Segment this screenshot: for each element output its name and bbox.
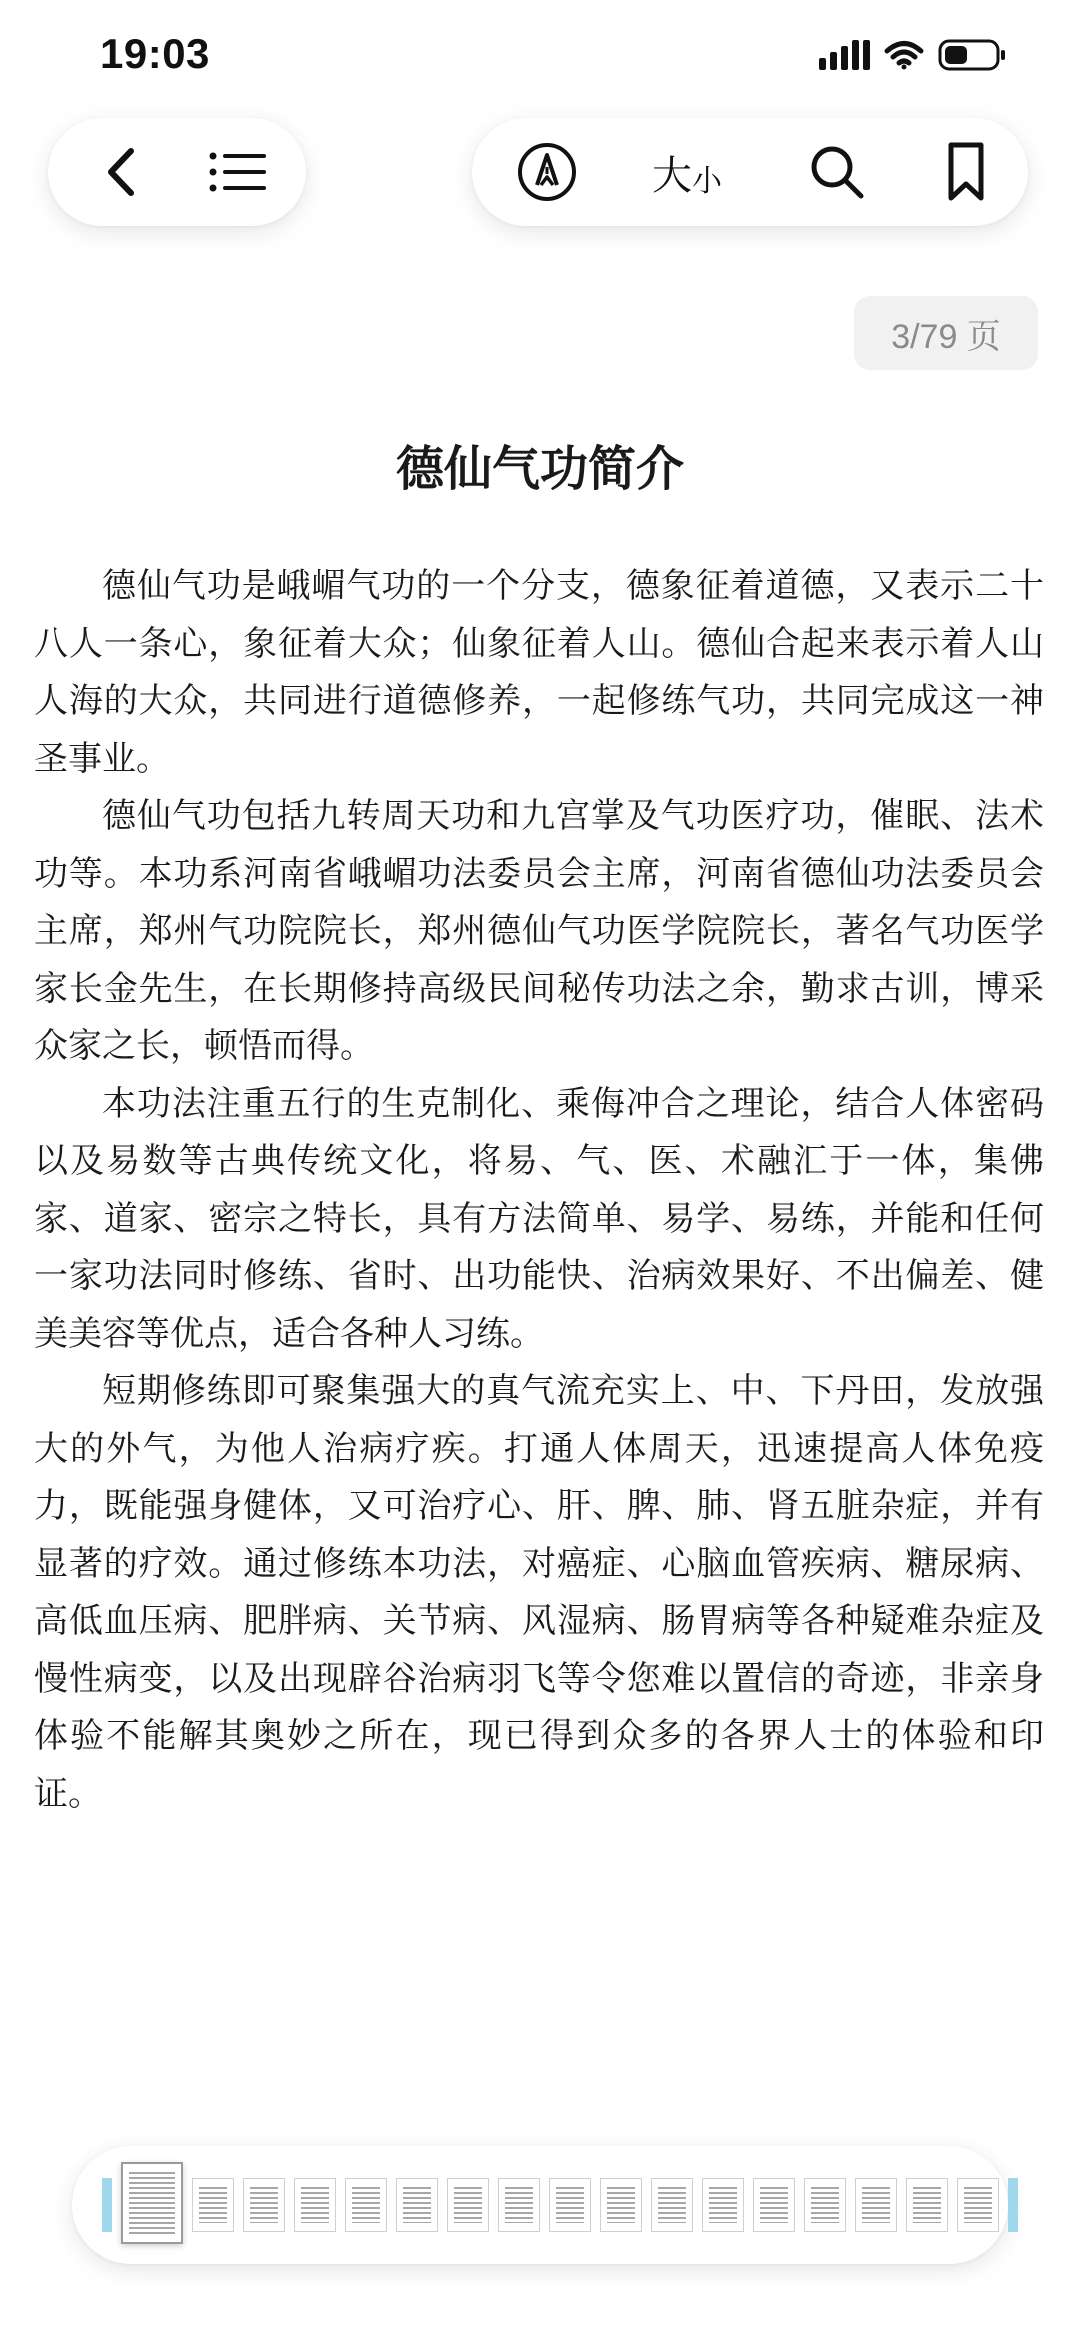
thumbnail[interactable]	[294, 2178, 336, 2232]
page-title: 德仙气功简介	[395, 441, 684, 497]
thumbnail-list	[102, 2173, 978, 2237]
bookmark-button[interactable]	[916, 118, 1016, 226]
document-body	[34, 558, 1044, 1823]
pen-circle-icon	[516, 141, 578, 203]
back-button[interactable]	[76, 118, 166, 226]
list-icon	[208, 150, 268, 194]
strip-edge-left	[102, 2178, 112, 2232]
paragraph: 本功法注重五行的生克制化、乘侮冲合之理论，结合人体密码以及易数等古典传统文化，将易、气、医、术融汇于一体，集佛家、道家、密宗之特长，具有方法简单、易学、易练，并能和任何一家功法同时修练、省时、出功能快、治病效果好、不出偏差、健美美容等优点，适合各种人习练。	[34, 1083, 1044, 1354]
thumbnail[interactable]	[702, 2178, 744, 2232]
thumbnail[interactable]	[855, 2178, 897, 2232]
thumbnail[interactable]	[447, 2178, 489, 2232]
signal-icon	[819, 40, 870, 70]
search-icon	[808, 143, 866, 201]
thumbnail[interactable]	[549, 2178, 591, 2232]
thumbnail[interactable]	[651, 2178, 693, 2232]
annotate-button[interactable]	[492, 118, 602, 226]
strip-edge-right	[1008, 2178, 1018, 2232]
page-indicator: 3/79 页	[854, 296, 1038, 370]
thumbnail[interactable]	[600, 2178, 642, 2232]
bookmark-icon	[946, 141, 986, 203]
search-button[interactable]	[782, 118, 892, 226]
paragraph: 德仙气功是峨嵋气功的一个分支，德象征着道德，又表示二十八人一条心，象征着大众；仙象征着人山。德仙合起来表示着人山人海的大众，共同进行道德修养，一起修练气功，共同完成这一神圣事业。	[34, 566, 1044, 779]
thumbnail[interactable]	[243, 2178, 285, 2232]
toolbar-left	[48, 118, 306, 226]
paragraph: 德仙气功包括九转周天功和九宫掌及气功医疗功，催眠、法术功等。本功系河南省峨嵋功法委员会主席，河南省德仙功法委员会主席，郑州气功院院长，郑州德仙气功医学院院长，著名气功医学家长金先生，在长期修持高级民间秘传功法之余，勤求古训，博采众家之长，顿悟而得。	[34, 796, 1044, 1066]
thumbnail[interactable]	[906, 2178, 948, 2232]
thumbnail[interactable]	[192, 2178, 234, 2232]
status-icons	[819, 38, 1008, 72]
font-size-big-label: 大	[652, 152, 692, 199]
thumbnail-current[interactable]	[121, 2162, 183, 2244]
thumbnail[interactable]	[498, 2178, 540, 2232]
thumbnail[interactable]	[957, 2178, 999, 2232]
thumbnail[interactable]	[396, 2178, 438, 2232]
toc-button[interactable]	[188, 118, 288, 226]
font-size-button[interactable]	[632, 118, 742, 226]
wifi-icon	[884, 40, 924, 70]
thumbnail[interactable]	[753, 2178, 795, 2232]
paragraph: 短期修练即可聚集强大的真气流充实上、中、下丹田，发放强大的外气，为他人治病疗疾。打通人体周天，迅速提高人体免疫力，既能强身健体，又可治疗心、肝、脾、肺、肾五脏杂症，并有显著的疗效。通过修练本功法，对癌症、心脑血管疾病、糖尿病、高低血压病、肥胖病、关节病、风湿病、肠胃病等各种疑难杂症及慢性病变，以及出现辟谷治病羽飞等令您难以置信的奇迹，非亲身体验不能解其奥妙之所在，现已得到众多的各界人士的体验和印证。	[34, 1371, 1044, 1814]
status-bar	[0, 0, 1080, 120]
thumbnail[interactable]	[345, 2178, 387, 2232]
font-size-small-label: 小	[692, 164, 722, 199]
thumbnail-strip[interactable]	[72, 2146, 1008, 2264]
chevron-left-icon	[101, 145, 141, 199]
battery-icon	[938, 38, 1008, 72]
status-time: 19:03	[100, 30, 210, 77]
thumbnail[interactable]	[804, 2178, 846, 2232]
toolbar-right	[472, 118, 1028, 226]
